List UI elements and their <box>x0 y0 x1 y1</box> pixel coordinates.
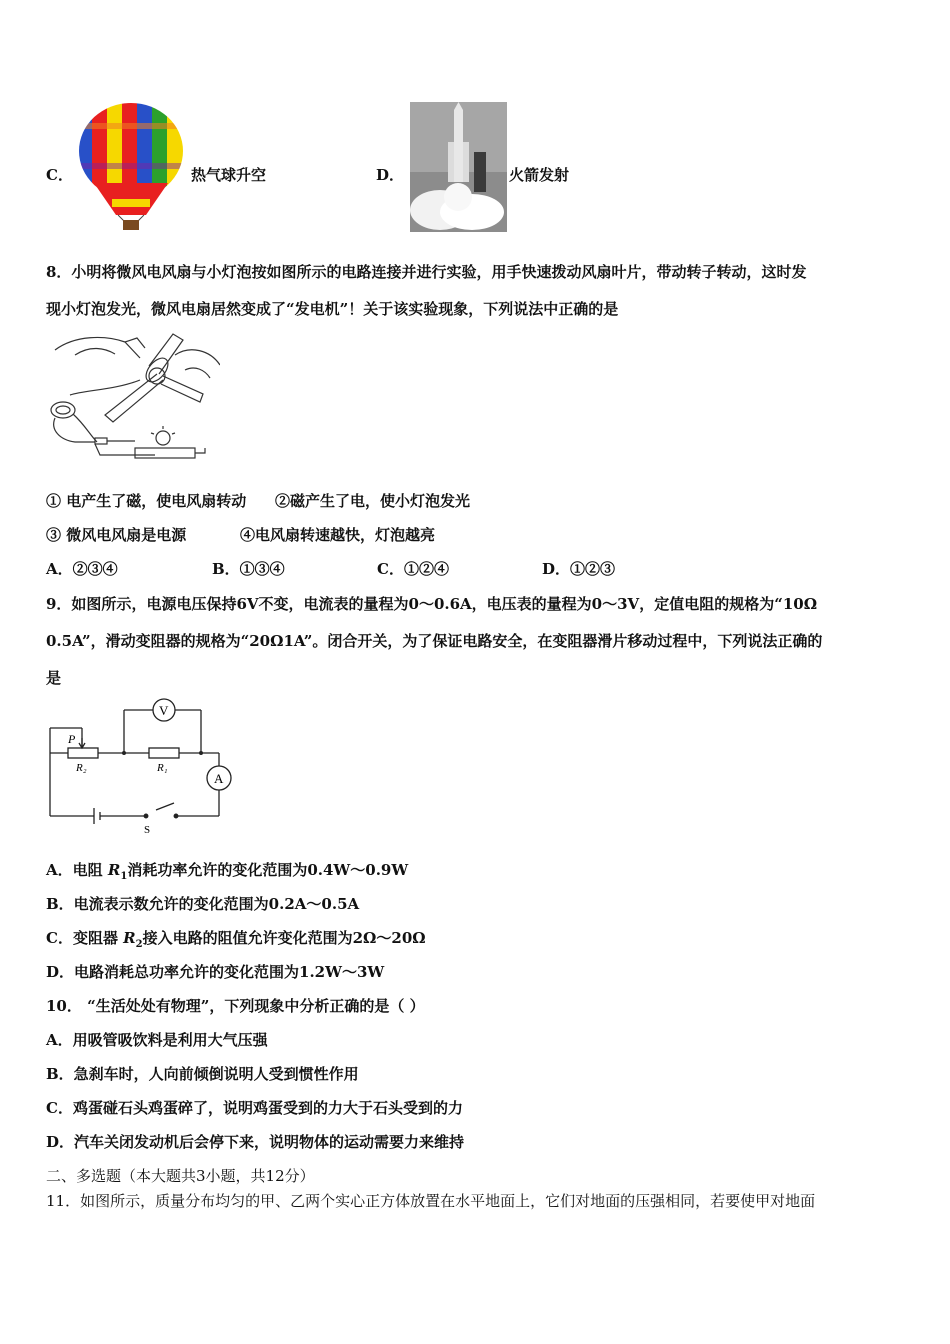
q8-statement-4: ④电风扇转速越快，灯泡越亮 <box>240 526 436 544</box>
q10-option-d: D．汽车关闭发动机后会停下来，说明物体的运动需要力来维持 <box>46 1133 465 1151</box>
r1-label: R₁ <box>157 762 168 774</box>
q10-option-c: C．鸡蛋碰石头鸡蛋碎了，说明鸡蛋受到的力大于石头受到的力 <box>46 1099 463 1117</box>
option-c-text: 热气球升空 <box>191 166 267 184</box>
q8-option-d: D．①②③ <box>542 560 616 578</box>
q9-option-b: B．电流表示数允许的变化范围为0.2A～0.5A <box>46 895 360 913</box>
option-c-label: C． <box>46 166 73 184</box>
voltmeter-label: V <box>159 703 169 718</box>
q9-stem-line1: 9．如图所示，电源电压保持6V不变，电流表的量程为0～0.6A，电压表的量程为0～3V，定值电阻的规格为“10Ω <box>46 595 818 613</box>
q10-option-a: A．用吸管吸饮料是利用大气压强 <box>46 1031 268 1049</box>
slider-label: P <box>68 732 76 746</box>
q9-option-c: C．变阻器 $R_2$接入电路的阻值允许变化范围为2Ω～20Ω <box>46 929 426 950</box>
option-d-text: 火箭发射 <box>509 166 570 184</box>
section-heading: 二、多选题（本大题共3小题，共12分） <box>46 1167 315 1185</box>
q9-stem-line2: 0.5A”，滑动变阻器的规格为“20Ω1A”。闭合开关，为了保证电路安全，在变阻器滑片移动过程中，下列说法正确的 <box>46 632 823 650</box>
q9-option-a: A．电阻 $R_1$消耗功率允许的变化范围为0.4W～0.9W <box>46 861 409 882</box>
q11-stem-line1: 11．如图所示，质量分布均匀的甲、乙两个实心正方体放置在水平地面上，它们对地面的压强相同，若要使甲对地面 <box>46 1192 816 1210</box>
q8-option-b: B．①③④ <box>212 560 285 578</box>
q8-option-a: A．②③④ <box>46 560 118 578</box>
circuit-diagram <box>44 698 239 838</box>
q8-statement-1: ① 电产生了磁，使电风扇转动 <box>46 492 247 510</box>
q10-option-b: B．急刹车时，人向前倾倒说明人受到惯性作用 <box>46 1065 359 1083</box>
q10-stem: 10． “生活处处有物理”，下列现象中分析正确的是（ ） <box>46 997 425 1015</box>
q8-stem-line2: 现小灯泡发光，微风电扇居然变成了“发电机”！关于该实验现象，下列说法中正确的是 <box>46 300 619 318</box>
q9-stem-line3: 是 <box>46 669 62 687</box>
q8-statement-3: ③ 微风电风扇是电源 <box>46 526 187 544</box>
hot-air-balloon-image <box>74 103 189 233</box>
rocket-launch-image <box>410 102 507 232</box>
q8-stem-line1: 8．小明将微风电风扇与小灯泡按如图所示的电路连接并进行实验，用手快速拨动风扇叶片，带动转子转动，这时发 <box>46 263 807 281</box>
q8-option-c: C．①②④ <box>377 560 449 578</box>
q8-statement-2: ②磁产生了电，使小灯泡发光 <box>275 492 471 510</box>
switch-label: S <box>144 824 151 836</box>
fan-generator-diagram <box>45 330 220 475</box>
option-d-label: D． <box>376 166 405 184</box>
q9-option-d: D．电路消耗总功率允许的变化范围为1.2W～3W <box>46 963 385 981</box>
ammeter-label: A <box>214 771 224 786</box>
r2-label: R₂ <box>76 762 87 774</box>
